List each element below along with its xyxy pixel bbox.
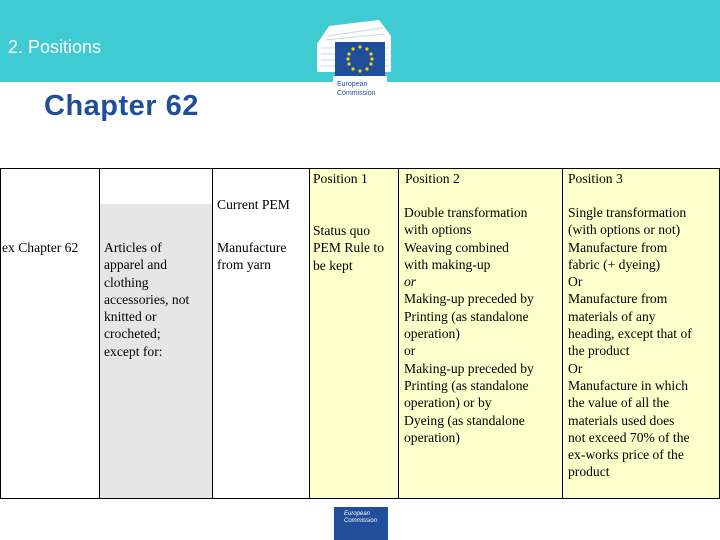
column-border (398, 168, 399, 499)
row-position-1: Status quo PEM Rule to be kept (313, 223, 384, 273)
row-position-3: Single transformation (with options or not) Manufacture from fabric (+ dyeing) Or Manufacture from materials of any heading, except that of the product Or Manufacture in which the value of all the materials used does not exceed 70% of the ex-works price of the product (568, 205, 692, 480)
header-current-pem: Current PEM (217, 197, 290, 212)
section-label: 2. Positions (8, 37, 102, 57)
row-description: Articles of apparel and clothing accessories, not knitted or crocheted; except for: (104, 240, 190, 359)
column-border (309, 168, 310, 499)
european-commission-logo (315, 14, 393, 102)
footer-commission-logo (334, 507, 388, 540)
row-position-2: Double transformation with options Weaving combined with making-up or Making-up preceded by Printing (as standalone operation) or Making-up preceded by Printing (as standalone operation) or by Dyeing (as standalone operation) (404, 205, 534, 445)
table-bottom-border (0, 498, 720, 499)
footer-logo-line1: European (344, 511, 371, 517)
logo-text-line2: Commission (337, 90, 376, 97)
logo-text-line1: European (337, 81, 368, 88)
column-border (212, 168, 213, 499)
header-position-1: Position 1 (313, 171, 368, 186)
header-position-2: Position 2 (405, 171, 460, 186)
header-position-3: Position 3 (568, 171, 623, 186)
table-top-border (0, 168, 720, 169)
footer-logo-line2: Commission (344, 518, 378, 524)
row-code: ex Chapter 62 (2, 240, 79, 255)
row-current-pem: Manufacture from yarn (217, 240, 287, 273)
column-border (0, 168, 1, 499)
chapter-title: Chapter 62 (44, 90, 199, 122)
column-border (562, 168, 563, 499)
column-border (99, 168, 100, 499)
positions-table (0, 168, 720, 499)
